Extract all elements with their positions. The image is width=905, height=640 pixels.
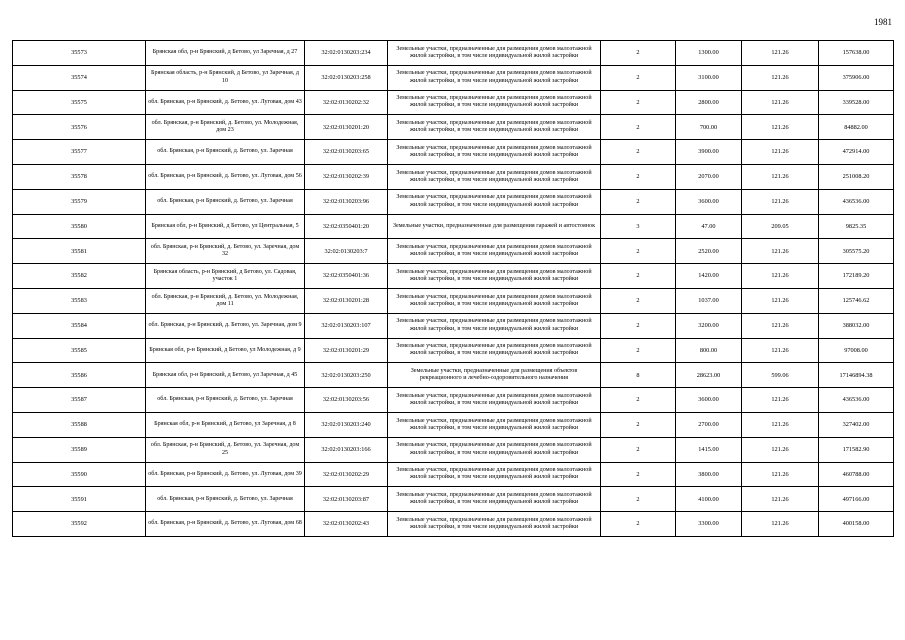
group-cell: 2 (601, 41, 676, 66)
address-cell: обл. Брянская, р-н Брянский, д. Бетово, ул. Заречная, дом 9 (146, 313, 305, 338)
table-row (13, 313, 894, 338)
row-id-cell: 35577 (13, 140, 146, 165)
cadastral-value-cell: 97008.00 (819, 338, 894, 363)
cadastral-number-cell: 32:02:0130201:20 (305, 115, 388, 140)
land-purpose-cell: Земельные участки, предназначенные для размещения домов малоэтажной жилой застройки, в том числе индивидуальной жилой застройки (388, 41, 601, 66)
area-cell: 3800.00 (676, 462, 742, 487)
rate-cell: 121.26 (742, 65, 819, 90)
table-row (13, 412, 894, 437)
group-cell: 2 (601, 264, 676, 289)
cadastral-value-cell: 460788.00 (819, 462, 894, 487)
rate-cell: 121.26 (742, 239, 819, 264)
address-cell: обл. Брянская, р-н Брянский, д. Бетово, ул. Луговая, дом 43 (146, 90, 305, 115)
group-cell: 2 (601, 288, 676, 313)
address-cell: обл. Брянская, р-н Брянский, д. Бетово, ул. Заречная (146, 189, 305, 214)
row-id-cell: 35582 (13, 264, 146, 289)
area-cell: 4100.00 (676, 487, 742, 512)
table-row (13, 388, 894, 413)
cadastral-value-cell: 157638.00 (819, 41, 894, 66)
row-id-cell: 35583 (13, 288, 146, 313)
rate-cell: 121.26 (742, 41, 819, 66)
area-cell: 3900.00 (676, 140, 742, 165)
address-cell: Брянская область, р-н Брянский, д Бетово, ул Заречная, д 10 (146, 65, 305, 90)
cadastral-value-cell: 339528.00 (819, 90, 894, 115)
rate-cell: 121.26 (742, 140, 819, 165)
area-cell: 1420.00 (676, 264, 742, 289)
rate-cell: 121.26 (742, 388, 819, 413)
table-row (13, 90, 894, 115)
cadastral-value-cell: 251008.20 (819, 164, 894, 189)
cadastral-value-cell: 171582.90 (819, 437, 894, 462)
land-purpose-cell: Земельные участки, предназначенные для размещения объектов рекреационного и лечебно-оздоровительного назначения (388, 363, 601, 388)
area-cell: 1037.00 (676, 288, 742, 313)
row-id-cell: 35587 (13, 388, 146, 413)
group-cell: 2 (601, 239, 676, 264)
area-cell: 2700.00 (676, 412, 742, 437)
row-id-cell: 35573 (13, 41, 146, 66)
area-cell: 2070.00 (676, 164, 742, 189)
cadastral-number-cell: 32:02:0130203:250 (305, 363, 388, 388)
land-purpose-cell: Земельные участки, предназначенные для размещения домов малоэтажной жилой застройки, в том числе индивидуальной жилой застройки (388, 437, 601, 462)
cadastral-number-cell: 32:02:0130203:65 (305, 140, 388, 165)
row-id-cell: 35590 (13, 462, 146, 487)
rate-cell: 121.26 (742, 313, 819, 338)
table-row (13, 189, 894, 214)
land-purpose-cell: Земельные участки, предназначенные для размещения домов малоэтажной жилой застройки, в том числе индивидуальной жилой застройки (388, 189, 601, 214)
address-cell: обл. Брянская, р-н Брянский, д. Бетово, ул. Луговая, дом 39 (146, 462, 305, 487)
area-cell: 2520.00 (676, 239, 742, 264)
row-id-cell: 35578 (13, 164, 146, 189)
address-cell: Брянская обл, р-н Брянский, д Бетово, ул Заречная, д 27 (146, 41, 305, 66)
cadastral-value-cell: 125746.62 (819, 288, 894, 313)
cadastral-value-cell: 388032.00 (819, 313, 894, 338)
address-cell: Брянская обл, р-н Брянский, д Бетово, ул Заречная, д 45 (146, 363, 305, 388)
group-cell: 2 (601, 487, 676, 512)
row-id-cell: 35584 (13, 313, 146, 338)
cadastral-number-cell: 32:02:0350401:36 (305, 264, 388, 289)
area-cell: 3600.00 (676, 388, 742, 413)
address-cell: обл. Брянская, р-н Брянский, д. Бетово, ул. Заречная (146, 487, 305, 512)
group-cell: 2 (601, 140, 676, 165)
rate-cell: 121.26 (742, 264, 819, 289)
cadastral-number-cell: 32:02:0130203:107 (305, 313, 388, 338)
cadastral-number-cell: 32:02:0130203:166 (305, 437, 388, 462)
cadastral-number-cell: 32:02:0130201:28 (305, 288, 388, 313)
table-row (13, 437, 894, 462)
cadastral-number-cell: 32:02:0130203:96 (305, 189, 388, 214)
table-row (13, 487, 894, 512)
cadastral-number-cell: 32:02:0130203:87 (305, 487, 388, 512)
land-purpose-cell: Земельные участки, предназначенные для размещения домов малоэтажной жилой застройки, в том числе индивидуальной жилой застройки (388, 164, 601, 189)
cadastral-number-cell: 32:02:0350401:20 (305, 214, 388, 239)
land-purpose-cell: Земельные участки, предназначенные для размещения домов малоэтажной жилой застройки, в том числе индивидуальной жилой застройки (388, 412, 601, 437)
cadastral-value-cell: 305575.20 (819, 239, 894, 264)
cadastral-number-cell: 32:02:0130202:39 (305, 164, 388, 189)
table-row (13, 214, 894, 239)
address-cell: обл. Брянская, р-н Брянский, д. Бетово, ул. Луговая, дом 68 (146, 512, 305, 537)
address-cell: Брянская обл, р-н Брянский, д Бетово, ул Молодежная, д 9 (146, 338, 305, 363)
row-id-cell: 35580 (13, 214, 146, 239)
land-purpose-cell: Земельные участки, предназначенные для размещения домов малоэтажной жилой застройки, в том числе индивидуальной жилой застройки (388, 65, 601, 90)
rate-cell: 121.26 (742, 90, 819, 115)
cadastral-value-cell: 17146894.38 (819, 363, 894, 388)
address-cell: обл. Брянская, р-н Брянский, д. Бетово, ул. Заречная, дом 25 (146, 437, 305, 462)
table-row (13, 41, 894, 66)
group-cell: 3 (601, 214, 676, 239)
group-cell: 8 (601, 363, 676, 388)
rate-cell: 121.26 (742, 487, 819, 512)
address-cell: Брянская обл, р-н Брянский, д Бетово, ул Заречная, д 8 (146, 412, 305, 437)
area-cell: 3300.00 (676, 512, 742, 537)
group-cell: 2 (601, 164, 676, 189)
group-cell: 2 (601, 388, 676, 413)
land-purpose-cell: Земельные участки, предназначенные для размещения домов малоэтажной жилой застройки, в том числе индивидуальной жилой застройки (388, 487, 601, 512)
rate-cell: 121.26 (742, 288, 819, 313)
group-cell: 2 (601, 313, 676, 338)
cadastral-number-cell: 32:02:0130202:43 (305, 512, 388, 537)
table-row (13, 363, 894, 388)
address-cell: обл. Брянская, р-н Брянский, д. Бетово, ул. Луговая, дом 56 (146, 164, 305, 189)
row-id-cell: 35581 (13, 239, 146, 264)
row-id-cell: 35576 (13, 115, 146, 140)
land-purpose-cell: Земельные участки, предназначенные для размещения домов малоэтажной жилой застройки, в том числе индивидуальной жилой застройки (388, 338, 601, 363)
address-cell: обл. Брянская, р-н Брянский, д. Бетово, ул. Заречная, дом 32 (146, 239, 305, 264)
rate-cell: 121.26 (742, 115, 819, 140)
table-row (13, 239, 894, 264)
row-id-cell: 35586 (13, 363, 146, 388)
area-cell: 2800.00 (676, 90, 742, 115)
rate-cell: 121.26 (742, 462, 819, 487)
cadastral-value-cell: 375906.00 (819, 65, 894, 90)
rate-cell: 209.05 (742, 214, 819, 239)
group-cell: 2 (601, 462, 676, 487)
area-cell: 28623.00 (676, 363, 742, 388)
land-plots-table (12, 40, 894, 537)
area-cell: 47.00 (676, 214, 742, 239)
cadastral-number-cell: 32:02:0130203:56 (305, 388, 388, 413)
row-id-cell: 35589 (13, 437, 146, 462)
row-id-cell: 35575 (13, 90, 146, 115)
rate-cell: 121.26 (742, 189, 819, 214)
cadastral-value-cell: 436536.00 (819, 189, 894, 214)
address-cell: обл. Брянская, р-н Брянский, д. Бетово, ул. Молодежная, дом 23 (146, 115, 305, 140)
table-row (13, 338, 894, 363)
land-purpose-cell: Земельные участки, предназначенные для размещения домов малоэтажной жилой застройки, в том числе индивидуальной жилой застройки (388, 313, 601, 338)
area-cell: 3100.00 (676, 65, 742, 90)
area-cell: 3200.00 (676, 313, 742, 338)
land-purpose-cell: Земельные участки, предназначенные для размещения домов малоэтажной жилой застройки, в том числе индивидуальной жилой застройки (388, 288, 601, 313)
group-cell: 2 (601, 338, 676, 363)
cadastral-value-cell: 472914.00 (819, 140, 894, 165)
table-row (13, 140, 894, 165)
cadastral-number-cell: 32:02:0130203:258 (305, 65, 388, 90)
rate-cell: 121.26 (742, 437, 819, 462)
row-id-cell: 35574 (13, 65, 146, 90)
cadastral-number-cell: 32:02:0130203:7 (305, 239, 388, 264)
cadastral-value-cell: 172189.20 (819, 264, 894, 289)
address-cell: обл. Брянская, р-н Брянский, д. Бетово, ул. Заречная (146, 388, 305, 413)
rate-cell: 121.26 (742, 412, 819, 437)
group-cell: 2 (601, 437, 676, 462)
cadastral-number-cell: 32:02:0130203:234 (305, 41, 388, 66)
area-cell: 3600.00 (676, 189, 742, 214)
row-id-cell: 35579 (13, 189, 146, 214)
cadastral-value-cell: 497166.00 (819, 487, 894, 512)
cadastral-value-cell: 400158.00 (819, 512, 894, 537)
cadastral-number-cell: 32:02:0130202:29 (305, 462, 388, 487)
table-row (13, 288, 894, 313)
row-id-cell: 35592 (13, 512, 146, 537)
table-row (13, 264, 894, 289)
table-row (13, 462, 894, 487)
row-id-cell: 35588 (13, 412, 146, 437)
land-purpose-cell: Земельные участки, предназначенные для размещения домов малоэтажной жилой застройки, в том числе индивидуальной жилой застройки (388, 388, 601, 413)
table-row (13, 65, 894, 90)
cadastral-value-cell: 9825.35 (819, 214, 894, 239)
land-purpose-cell: Земельные участки, предназначенные для размещения домов малоэтажной жилой застройки, в том числе индивидуальной жилой застройки (388, 140, 601, 165)
rate-cell: 121.26 (742, 164, 819, 189)
rate-cell: 599.06 (742, 363, 819, 388)
land-purpose-cell: Земельные участки, предназначенные для размещения домов малоэтажной жилой застройки, в том числе индивидуальной жилой застройки (388, 462, 601, 487)
address-cell: обл. Брянская, р-н Брянский, д. Бетово, ул. Заречная (146, 140, 305, 165)
table-body (13, 41, 894, 537)
group-cell: 2 (601, 90, 676, 115)
area-cell: 1415.00 (676, 437, 742, 462)
land-purpose-cell: Земельные участки, предназначенные для размещения домов малоэтажной жилой застройки, в том числе индивидуальной жилой застройки (388, 90, 601, 115)
cadastral-value-cell: 84882.00 (819, 115, 894, 140)
area-cell: 800.00 (676, 338, 742, 363)
cadastral-number-cell: 32:02:0130202:32 (305, 90, 388, 115)
land-purpose-cell: Земельные участки, предназначенные для размещения домов малоэтажной жилой застройки, в том числе индивидуальной жилой застройки (388, 264, 601, 289)
land-purpose-cell: Земельные участки, предназначенные для размещения домов малоэтажной жилой застройки, в том числе индивидуальной жилой застройки (388, 239, 601, 264)
cadastral-number-cell: 32:02:0130203:240 (305, 412, 388, 437)
address-cell: Брянская обл, р-н Брянский, д Бетово, ул Центральная, 5 (146, 214, 305, 239)
address-cell: Брянская область, р-н Брянский, д Бетово, ул. Садовая, участок 1 (146, 264, 305, 289)
group-cell: 2 (601, 412, 676, 437)
table-row (13, 512, 894, 537)
area-cell: 1300.00 (676, 41, 742, 66)
cadastral-value-cell: 436536.00 (819, 388, 894, 413)
area-cell: 700.00 (676, 115, 742, 140)
cadastral-value-cell: 327402.00 (819, 412, 894, 437)
table-row (13, 164, 894, 189)
row-id-cell: 35591 (13, 487, 146, 512)
land-purpose-cell: Земельные участки, предназначенные для размещения домов малоэтажной жилой застройки, в том числе индивидуальной жилой застройки (388, 512, 601, 537)
group-cell: 2 (601, 65, 676, 90)
rate-cell: 121.26 (742, 512, 819, 537)
group-cell: 2 (601, 115, 676, 140)
table-row (13, 115, 894, 140)
cadastral-number-cell: 32:02:0130201:29 (305, 338, 388, 363)
address-cell: обл. Брянская, р-н Брянский, д. Бетово, ул. Молодежная, дом 11 (146, 288, 305, 313)
row-id-cell: 35585 (13, 338, 146, 363)
rate-cell: 121.26 (742, 338, 819, 363)
group-cell: 2 (601, 512, 676, 537)
land-purpose-cell: Земельные участки, предназначенные для размещения домов малоэтажной жилой застройки, в том числе индивидуальной жилой застройки (388, 115, 601, 140)
land-purpose-cell: Земельные участки, предназначенные для размещения гаражей и автостоянок (388, 214, 601, 239)
group-cell: 2 (601, 189, 676, 214)
page-number: 1981 (874, 17, 892, 27)
